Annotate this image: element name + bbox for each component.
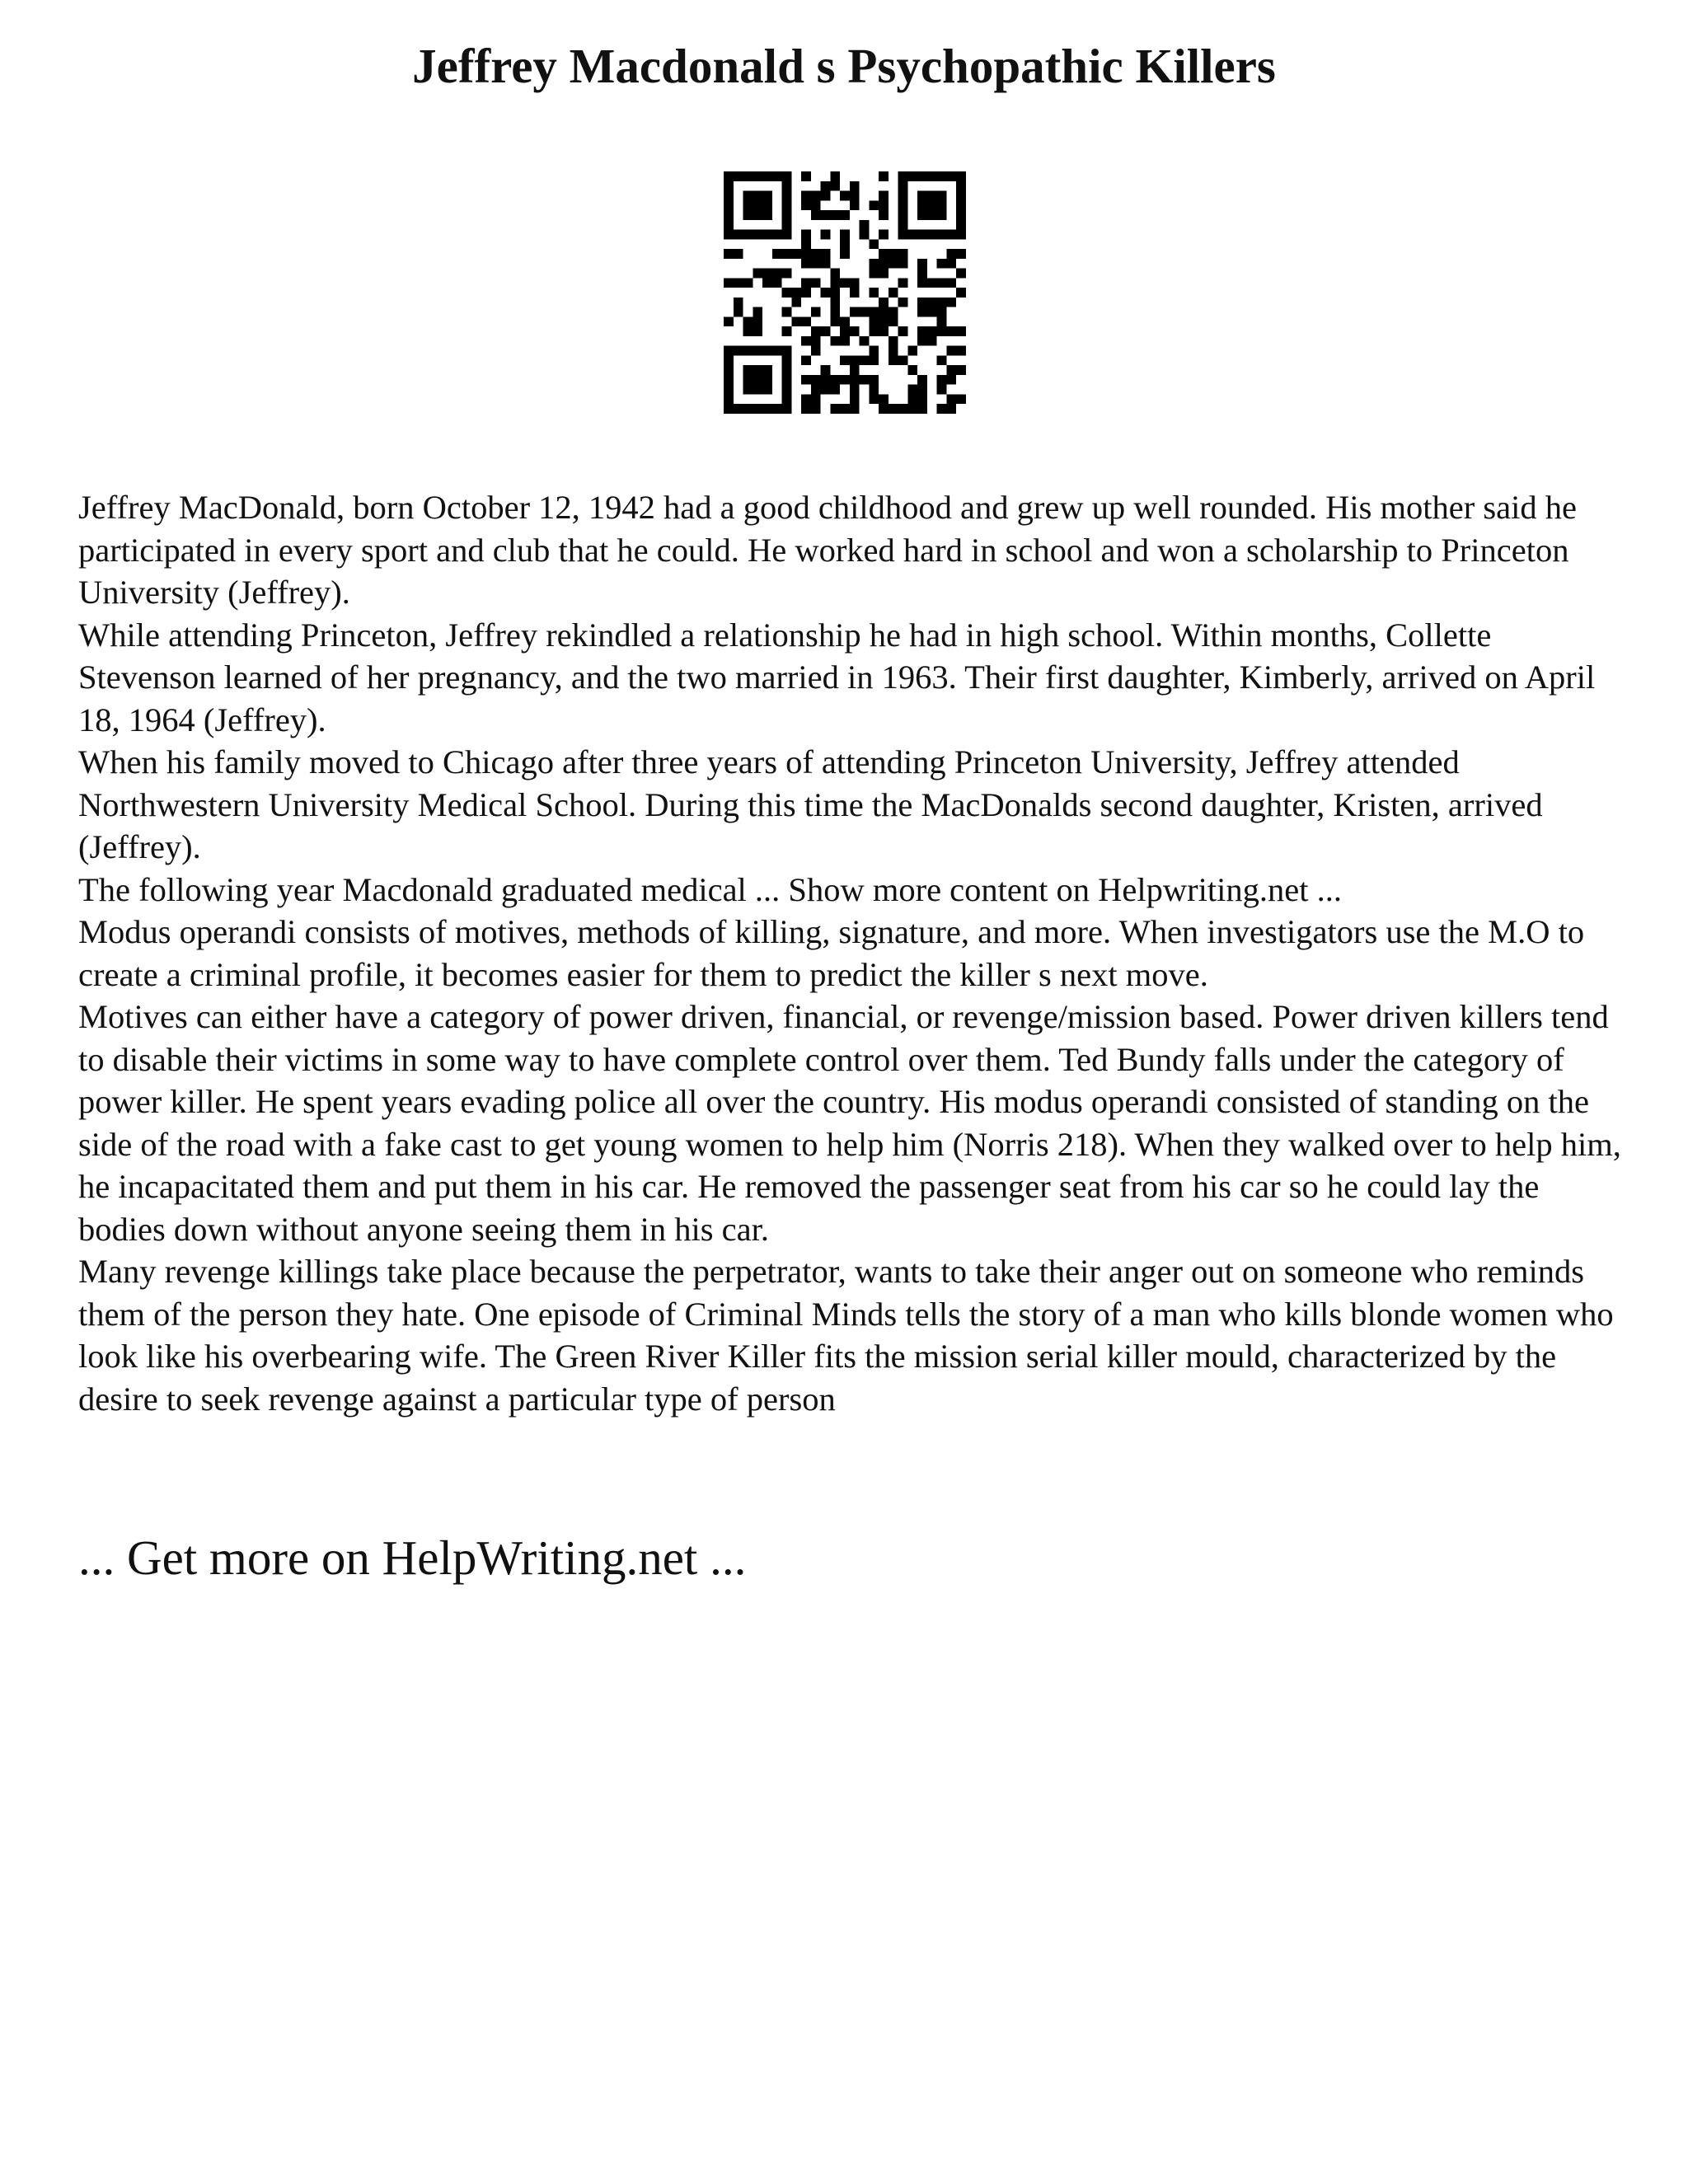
paragraph: Motives can either have a category of power driven, financial, or revenge/mission based. Power driven killers tend to disable their victims in some way to have complete control over them. Ted Bundy falls under the category of power killer. He spent years evading police all over the country. His modus operandi consisted of standing on the side of the road with a fake cast to get young women to help him (Norris 218). When they walked over to help him, he incapacitated them and put them in his car. He removed the passenger seat from his car so he could lay the bodies down without anyone seeing them in his car.: [78, 998, 1621, 1248]
show-more-line: The following year Macdonald graduated medical ... Show more content on Helpwriting.net ...: [78, 870, 1342, 908]
qr-code-icon: [724, 171, 966, 414]
paragraph: Jeffrey MacDonald, born October 12, 1942 had a good childhood and grew up well rounded. His mother said he participated in every sport and club that he could. He worked hard in school and won a scholarship to Princeton University (Jeffrey).: [78, 489, 1577, 611]
paragraph: Modus operandi consists of motives, methods of killing, signature, and more. When investigators use the M.O to create a criminal profile, it becomes easier for them to predict the killer s next move.: [78, 913, 1585, 993]
get-more-link[interactable]: ... Get more on HelpWriting.net ...: [78, 1530, 747, 1585]
article-body: [78, 486, 1628, 1420]
paragraph: Many revenge killings take place because the perpetrator, wants to take their anger out on someone who reminds them of the person they hate. One episode of Criminal Minds tells the story of a man who kills blonde women who look like his overbearing wife. The Green River Killer fits the mission serial killer mould, characterized by the desire to seek revenge against a particular type of person: [78, 1253, 1614, 1418]
page-title: Jeffrey Macdonald s Psychopathic Killers: [412, 39, 1276, 93]
paragraph: While attending Princeton, Jeffrey rekindled a relationship he had in high school. Within months, Collette Stevenson learned of her pregnancy, and the two married in 1963. Their first daughter, Kimberly, arrived on April 18, 1964 (Jeffrey).: [78, 616, 1596, 738]
paragraph: When his family moved to Chicago after three years of attending Princeton University, Jeffrey attended Northwestern University Medical School. During this time the MacDonalds second daughter, Kristen, arrived (Jeffrey).: [78, 743, 1543, 865]
